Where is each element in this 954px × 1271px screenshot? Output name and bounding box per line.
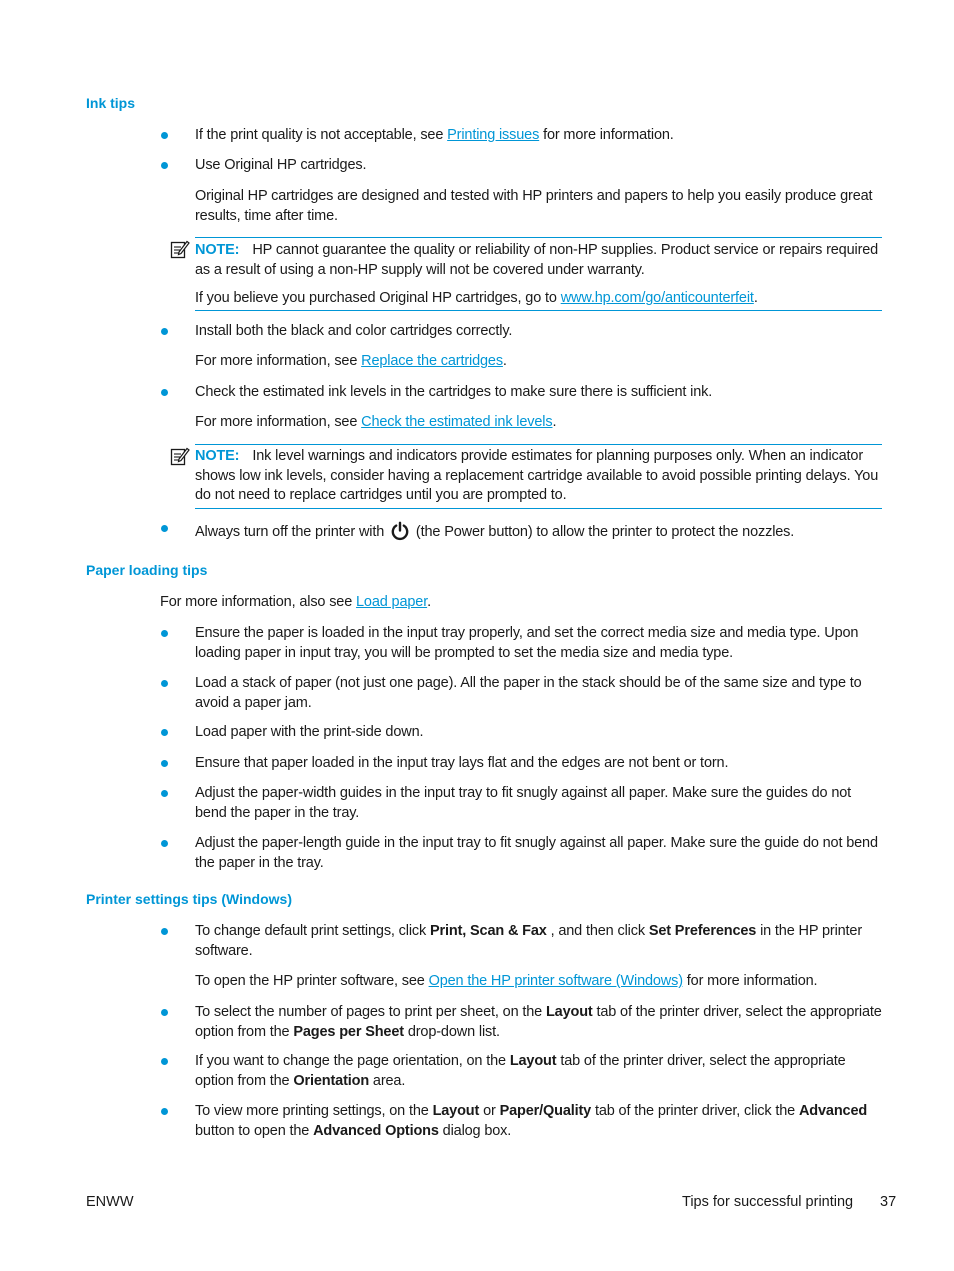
ink-tip-4-detail: For more information, see Check the estimated ink levels. <box>195 414 557 430</box>
note-rule-bottom <box>195 310 882 311</box>
printer-tip-1: To change default print settings, click Print, Scan & Fax , and then click Set Preferences in the HP printer software. <box>195 923 863 959</box>
bullet-icon <box>161 132 168 139</box>
link-check-ink-levels[interactable]: Check the estimated ink levels <box>361 414 553 430</box>
bullet-icon <box>161 790 168 797</box>
heading-paper-loading-tips: Paper loading tips <box>86 562 208 578</box>
heading-printer-settings-tips: Printer settings tips (Windows) <box>86 891 292 907</box>
link-load-paper[interactable]: Load paper <box>356 594 428 610</box>
note-rule-bottom <box>195 508 882 509</box>
bullet-icon <box>161 729 168 736</box>
note-icon <box>170 446 190 466</box>
ink-tip-3-detail: For more information, see Replace the cartridges. <box>195 353 507 369</box>
bullet-icon <box>161 1009 168 1016</box>
ink-tip-2-detail: Original HP cartridges are designed and tested with HP printers and papers to help you easily produce great results, time after time. <box>195 188 873 224</box>
ink-tip-5: Always turn off the printer with (the Power button) to allow the printer to protect the nozzles. <box>195 521 885 543</box>
bullet-icon <box>161 928 168 935</box>
link-anticounterfeit[interactable]: www.hp.com/go/anticounterfeit <box>560 290 754 306</box>
note-2-text: NOTE: Ink level warnings and indicators provide estimates for planning purposes only. When an indicator shows low ink levels, consider having a replacement cartridge available to avoid possible printing delays. You do not need to replace cartridges until you are prompted to. <box>195 448 879 503</box>
power-icon <box>390 521 410 541</box>
note-1-detail: If you believe you purchased Original HP cartridges, go to www.hp.com/go/anticounterfeit. <box>195 290 758 306</box>
bullet-icon <box>161 1108 168 1115</box>
note-label: NOTE: <box>195 242 240 258</box>
note-icon <box>170 239 190 259</box>
heading-ink-tips: Ink tips <box>86 95 136 111</box>
note-1-text: NOTE: HP cannot guarantee the quality or reliability of non-HP supplies. Product service or repairs required as a result of using a non-HP supply will not be covered under warranty. <box>195 242 879 278</box>
printer-tip-3: If you want to change the page orientation, on the Layout tab of the printer driver, select the appropriate option from the Orientation area. <box>195 1053 846 1089</box>
link-replace-cartridges[interactable]: Replace the cartridges <box>361 353 503 369</box>
bullet-icon <box>161 328 168 335</box>
footer-title: Tips for successful printing <box>682 1194 854 1210</box>
footer-left: ENWW <box>86 1194 134 1210</box>
note-rule-top <box>195 237 882 238</box>
printer-tip-4: To view more printing settings, on the Layout or Paper/Quality tab of the printer driver, click the Advanced button to open the Advanced Options dialog box. <box>195 1103 868 1139</box>
ink-tip-2: Use Original HP cartridges. <box>195 157 367 173</box>
bullet-icon <box>161 162 168 169</box>
note-label: NOTE: <box>195 448 240 464</box>
printer-tip-1-detail: To open the HP printer software, see Open the HP printer software (Windows) for more information. <box>195 973 818 989</box>
link-printing-issues[interactable]: Printing issues <box>447 127 540 143</box>
ink-tip-3: Install both the black and color cartridges correctly. <box>195 323 513 339</box>
paper-tip-5: Adjust the paper-width guides in the input tray to fit snugly against all paper. Make sure the guides do not bend the paper in the tray. <box>195 785 852 821</box>
paper-tip-4: Ensure that paper loaded in the input tray lays flat and the edges are not bent or torn. <box>195 755 729 771</box>
paper-tip-3: Load paper with the print-side down. <box>195 724 424 740</box>
ink-tip-1: If the print quality is not acceptable, see Printing issues for more information. <box>195 127 674 143</box>
paper-tip-6: Adjust the paper-length guide in the input tray to fit snugly against all paper. Make sure the guide do not bend the paper in the tray. <box>195 835 878 871</box>
ink-tip-4: Check the estimated ink levels in the cartridges to make sure there is sufficient ink. <box>195 384 713 400</box>
bullet-icon <box>161 389 168 396</box>
bullet-icon <box>161 840 168 847</box>
paper-intro: For more information, also see Load paper. <box>160 594 431 610</box>
bullet-icon <box>161 630 168 637</box>
bullet-icon <box>161 680 168 687</box>
paper-tip-2: Load a stack of paper (not just one page). All the paper in the stack should be of the same size and type to avoid a paper jam. <box>195 675 862 711</box>
printer-tip-2: To select the number of pages to print per sheet, on the Layout tab of the printer driver, select the appropriate option from the Pages per Sheet drop-down list. <box>195 1004 882 1040</box>
bullet-icon <box>161 525 168 532</box>
bullet-icon <box>161 760 168 767</box>
page-number: 37 <box>880 1194 897 1210</box>
bullet-icon <box>161 1058 168 1065</box>
note-rule-top <box>195 444 882 445</box>
link-open-hp-software[interactable]: Open the HP printer software (Windows) <box>428 973 683 989</box>
paper-tip-1: Ensure the paper is loaded in the input tray properly, and set the correct media size and media type. Upon loading paper in input tray, you will be prompted to set the media size and media type. <box>195 625 859 661</box>
